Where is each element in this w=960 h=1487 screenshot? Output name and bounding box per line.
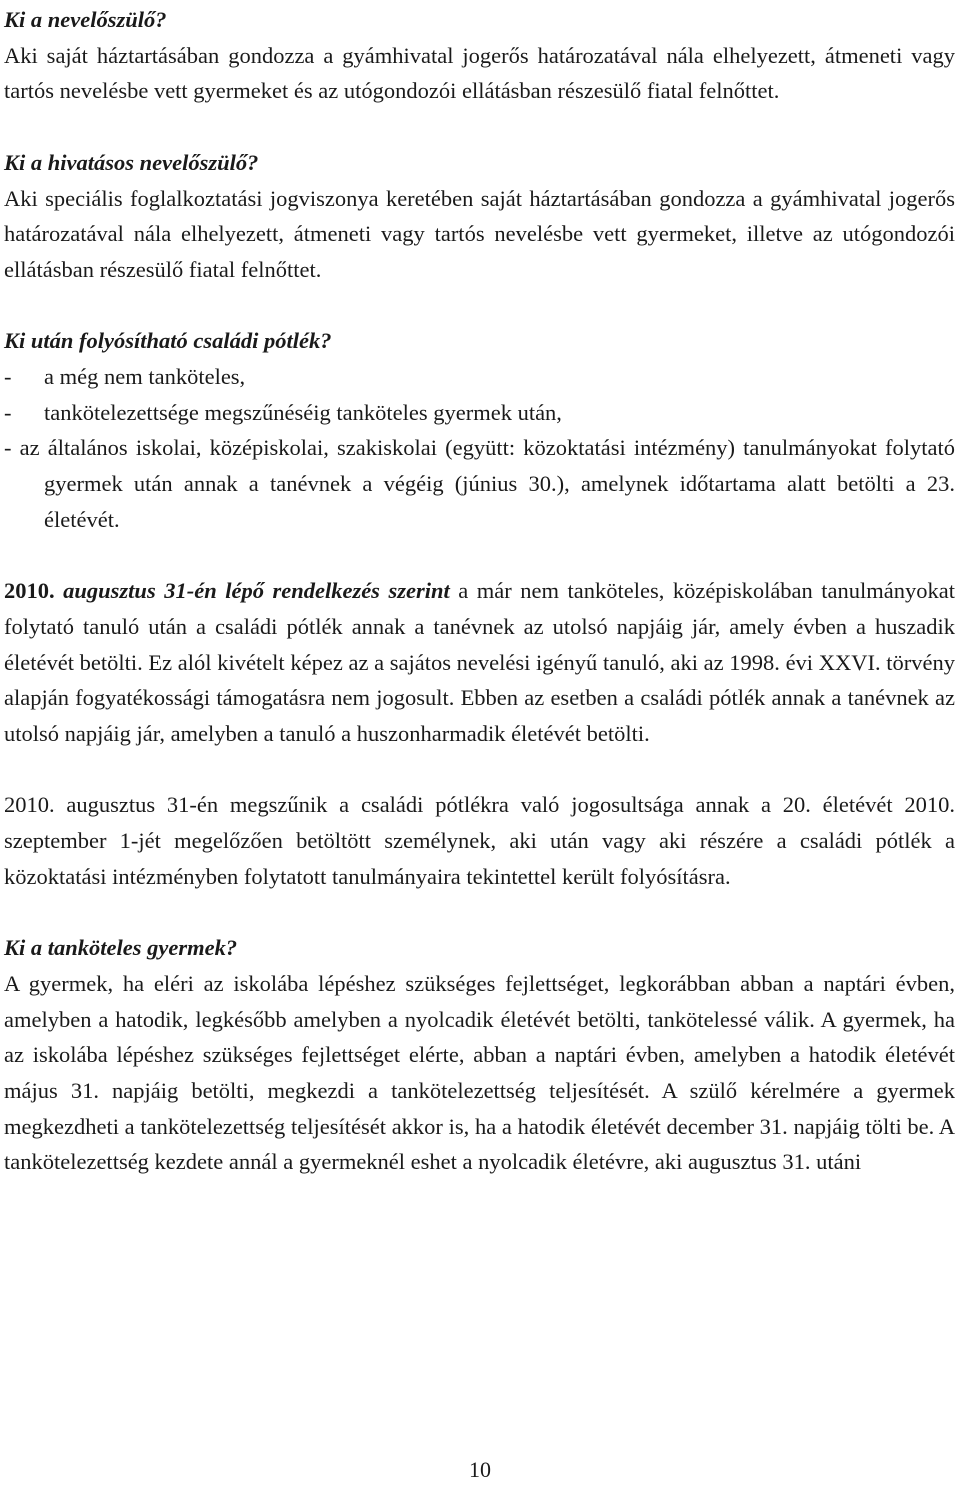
rule-emphasis: augusztus 31-én lépő rendelkezés szerint <box>63 578 450 604</box>
list-dash: - <box>4 364 12 389</box>
list-item-text: tankötelezettsége megszűnéséig tanköteles gyermek után, <box>44 399 562 425</box>
paragraph-termination: 2010. augusztus 31-én megszűnik a családi pótlékra való jogosultsága annak a 20. életévét 2010. szeptember 1-jét megelőzően betöltött személynek, aki után vagy aki részére a családi pótlék a közoktatási intézményben folytatott tanulmányaira tekintettel került folyósításra. <box>4 792 955 889</box>
spacer <box>4 109 955 145</box>
list-item-text: a még nem tanköteles, <box>44 364 246 389</box>
list-item <box>4 359 955 395</box>
list-item <box>4 395 955 431</box>
heading-family-allowance-eligibility: Ki után folyósítható családi pótlék? <box>4 328 332 354</box>
list-item-text: az általános iskolai, középiskolai, szakiskolai (együtt: közoktatási intézmény) tanulmányokat folytató gyermek után annak a tanévnek a végéig (június 30.), amelynek időtartama alatt betölti a 23. életévét. <box>19 435 955 532</box>
list-item <box>4 430 955 537</box>
heading-foster-parent: Ki a nevelőszülő? <box>4 7 167 32</box>
spacer <box>4 895 955 931</box>
paragraph-foster-parent: Aki saját háztartásában gondozza a gyámhivatal jogerős határozatával nála elhelyezett, átmeneti vagy tartós nevelésbe vett gyermeket és az utógondozói ellátásban részesülő fiatal felnőttet. <box>4 42 955 104</box>
list-dash: - <box>4 399 12 425</box>
spacer <box>4 288 955 324</box>
document-content <box>4 2 955 1180</box>
list-dash: - <box>4 435 20 461</box>
paragraph-2010-rule <box>4 573 955 752</box>
spacer <box>4 538 955 574</box>
heading-compulsory-school-child: Ki a tanköteles gyermek? <box>4 935 238 961</box>
page-number: 10 <box>469 1457 491 1482</box>
paragraph-professional-foster-parent: Aki speciális foglalkoztatási jogviszonya keretében saját háztartásában gondozza a gyámhivatal jogerős határozatával nála elhelyezett, átmeneti vagy tartós nevelésbe vett gyermeket, illetve az utógondozói ellátásban részesülő fiatal felnőttet. <box>4 185 955 282</box>
rule-year: 2010. <box>4 578 55 604</box>
heading-professional-foster-parent: Ki a hivatásos nevelőszülő? <box>4 149 259 175</box>
rule-text: a már nem tanköteles, középiskolában tanulmányokat folytató tanuló után a családi pótlék annak a tanévnek az utolsó napjáig jár, amely évben a huszadik életévét betölti. Ez alól kivételt képez az a sajátos nevelési igényű tanuló, aki az 1998. évi XXVI. törvény alapján fogyatékossági támogatásra nem jogosult. Ebben az esetben a családi pótlék annak a tanévnek az utolsó napjáig jár, amelyben a tanuló a huszonharmadik életévét betölti. <box>4 578 956 747</box>
spacer <box>4 752 955 788</box>
paragraph-compulsory-school-child: A gyermek, ha eléri az iskolába lépéshez szükséges fejlettséget, legkorábban abban a naptári évben, amelyben a hatodik, legkésőbb amelyben a nyolcadik életévét betölti, tankötelessé válik. A gyermek, ha az iskolába lépéshez szükséges fejlettséget elérte, abban a naptári évben, amelyben a hatodik életévét május 31. napjáig betölti, megkezdi a tankötelezettség teljesítését. A szülő kérelmére a gyermek megkezdheti a tankötelezettség teljesítését akkor is, ha a hatodik életévét december 31. napjáig tölti be. A tankötelezettség kezdete annál a gyermeknél eshet a nyolcadik életévre, aki augusztus 31. utáni <box>4 970 955 1175</box>
